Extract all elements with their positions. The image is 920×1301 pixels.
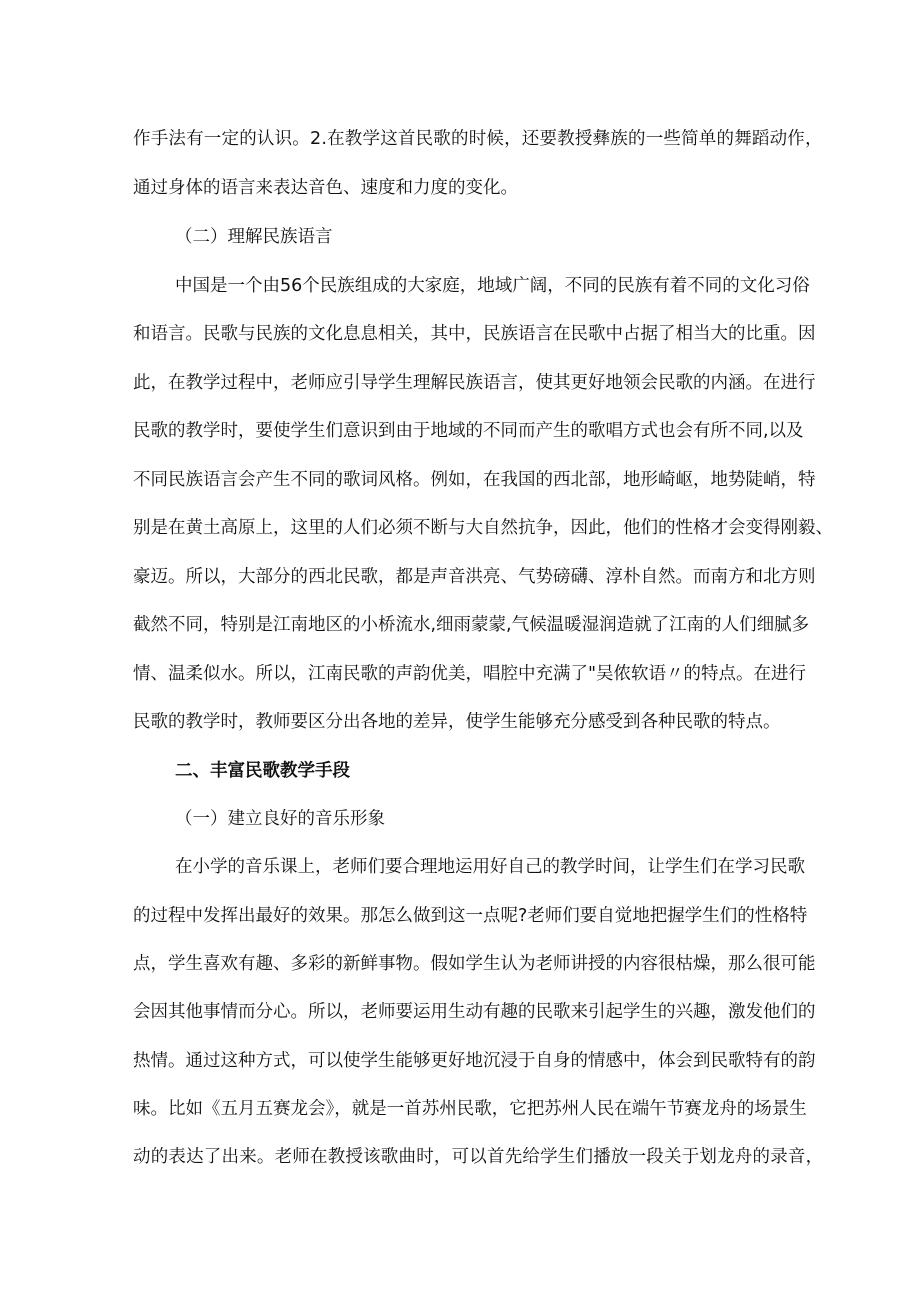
text-line: 和语言。民歌与民族的文化息息相关，其中，民族语言在民歌中占据了相当大的比重。因 <box>133 324 816 344</box>
section-heading: 二、丰富民歌教学手段 <box>175 761 350 781</box>
text-line: 热情。通过这种方式，可以使学生能够更好地沉浸于自身的情感中，体会到民歌特有的韵 <box>133 1051 816 1071</box>
section-subheading: （二）理解民族语言 <box>175 227 333 247</box>
text-line: 动的表达了出来。老师在教授该歌曲时，可以首先给学生们播放一段关于划龙舟的录音， <box>133 1147 824 1167</box>
text-line: 作手法有一定的认识。2.在教学这首民歌的时候，还要教授彝族的一些简单的舞蹈动作， <box>133 129 823 149</box>
text-line: 在小学的音乐课上，老师们要合理地运用好自己的教学时间，让学生们在学习民歌 <box>175 857 805 877</box>
text-line: 别是在黄土高原上，这里的人们必须不断与大自然抗争，因此，他们的性格才会变得刚毅、 <box>133 518 833 538</box>
text-line: 中国是一个由56个民族组成的大家庭，地域广阔，不同的民族有着不同的文化习俗 <box>175 276 810 296</box>
text-line: 通过身体的语言来表达音色、速度和力度的变化。 <box>133 178 518 198</box>
text-line: 截然不同，特别是江南地区的小桥流水,细雨蒙蒙,气候温暖湿润造就了江南的人们细腻多 <box>133 615 810 635</box>
section-subheading: （一）建立良好的音乐形象 <box>175 809 385 829</box>
text-line: 会因其他事情而分心。所以，老师要运用生动有趣的民歌来引起学生的兴趣，激发他们的 <box>133 1002 816 1022</box>
text-line: 民歌的教学时，教师要区分出各地的差异，使学生能够充分感受到各种民歌的特点。 <box>133 712 781 732</box>
text-line: 味。比如《五月五赛龙会》，就是一首苏州民歌，它把苏州人民在端午节赛龙舟的场景生 <box>133 1099 807 1119</box>
text-line: 点，学生喜欢有趣、多彩的新鲜事物。假如学生认为老师讲授的内容很枯燥，那么很可能 <box>133 954 816 974</box>
text-line: 情、温柔似水。所以，江南民歌的声韵优美，唱腔中充满了"吴侬软语〃的特点。在进行 <box>133 664 807 684</box>
text-line: 的过程中发挥出最好的效果。那怎么做到这一点呢?老师们要自觉地把握学生们的性格特 <box>133 906 808 926</box>
text-line: 豪迈。所以，大部分的西北民歌，都是声音洪亮、气势磅礴、淳朴自然。而南方和北方则 <box>133 567 816 587</box>
text-line: 不同民族语言会产生不同的歌词风格。例如，在我国的西北部，地形崎岖，地势陡峭，特 <box>133 470 816 490</box>
text-line: 此，在教学过程中，老师应引导学生理解民族语言，使其更好地领会民歌的内涵。在进行 <box>133 373 816 393</box>
text-line: 民歌的教学时，要使学生们意识到由于地域的不同而产生的歌唱方式也会有所不同,以及 <box>133 421 804 441</box>
